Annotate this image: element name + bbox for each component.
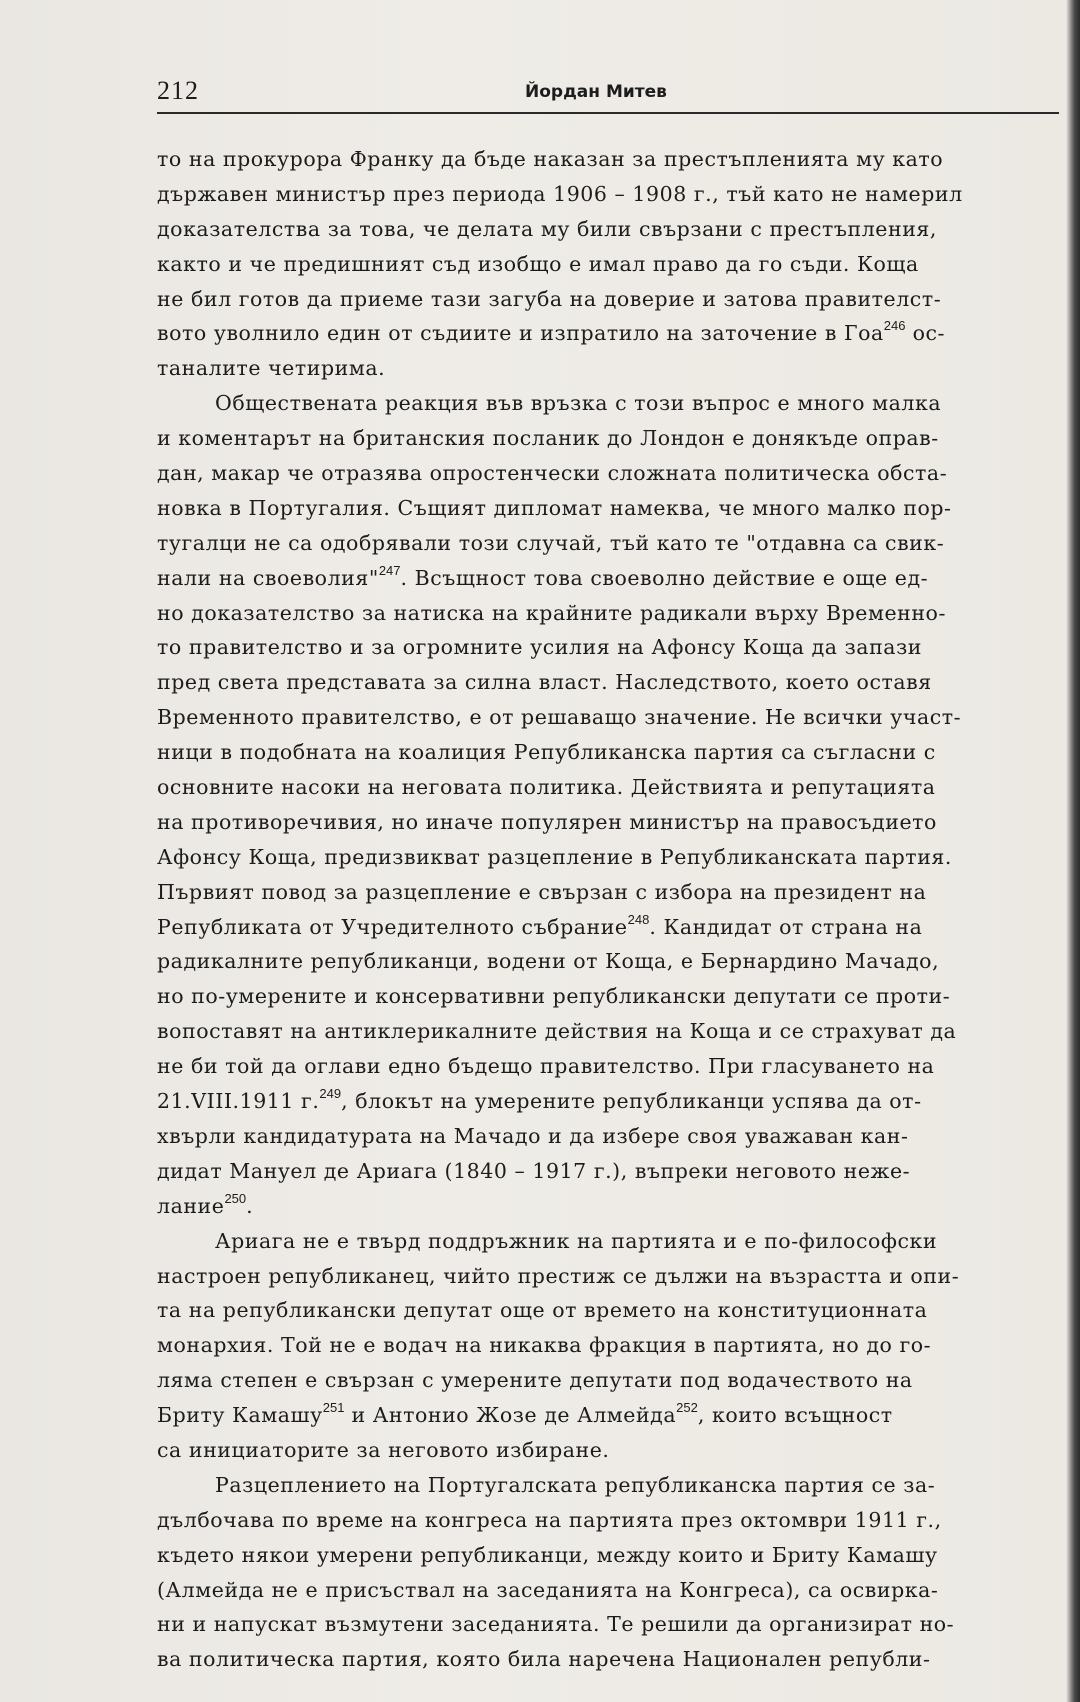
text-line: и коментарът на британския посланик до Лондон е донякъде оправ- xyxy=(157,426,939,451)
footnote-ref-250: 250 xyxy=(224,1190,247,1206)
text-line: дидат Мануел де Ариага (1840 – 1917 г.), въпреки неговото неже- xyxy=(157,1158,911,1183)
text-line: дан, макар че отразява опростенчески сложната политическа обста- xyxy=(157,461,948,486)
text-line: ва политическа партия, която била наречена Национален републи- xyxy=(157,1647,931,1672)
text-segment: лание xyxy=(157,1193,225,1218)
footnote-ref-251: 251 xyxy=(322,1400,345,1416)
footnote-ref-249: 249 xyxy=(319,1086,342,1102)
paragraph-start-line: Ариага не е твърд поддръжник на партията и е по-философски xyxy=(215,1228,938,1253)
text-line: Първият повод за разцепление е свързан с избора на президент на xyxy=(157,879,927,904)
footnote-ref-246: 246 xyxy=(883,318,906,334)
text-line: то правителство и за огромните усилия на Афонсу Коща да запази xyxy=(157,635,923,660)
text-line: (Алмейда не е присъствал на заседанията на Конгреса), са освирка- xyxy=(157,1577,939,1602)
text-line: та на републикански депутат още от времето на конституционната xyxy=(157,1298,928,1323)
text-line: не бил готов да приеме тази загуба на доверие и затова правителст- xyxy=(157,286,942,311)
text-line: Временното правителство, е от решаващо значение. Не всички участ- xyxy=(157,705,962,730)
text-line: таналите четирима. xyxy=(157,356,386,381)
body-text xyxy=(157,142,1059,1677)
text-segment: . Всъщност това своеволно действие е още ед- xyxy=(400,565,929,590)
text-line xyxy=(157,561,1059,596)
text-line: монархия. Той не е водач на никаква фракция в партията, но до го- xyxy=(157,1333,932,1358)
page-number: 212 xyxy=(157,76,199,105)
text-segment: . xyxy=(246,1193,254,1218)
text-line: но доказателство за натиска на крайните радикали върху Временно- xyxy=(157,600,946,625)
text-line: радикалните републиканци, водени от Коща, е Бернардино Мачадо, xyxy=(157,949,940,974)
text-segment: и Антонио Жозе де Алмейда xyxy=(344,1403,677,1428)
text-line: вопоставят на антиклерикалните действия на Коща и се страхуват да xyxy=(157,1019,957,1044)
text-line xyxy=(157,1084,1059,1119)
page-edge-shadow xyxy=(1066,0,1080,1702)
footnote-ref-247: 247 xyxy=(378,562,401,578)
text-line: настроен републиканец, чийто престиж се дължи на възрастта и опи- xyxy=(157,1263,960,1288)
footnote-ref-252: 252 xyxy=(676,1400,698,1416)
text-segment: , които всъщност xyxy=(697,1403,893,1428)
text-segment: нали на своеволия" xyxy=(157,565,379,590)
text-line: основните насоки на неговата политика. Действията и репутацията xyxy=(157,775,936,800)
text-line: тугалци не са одобрявали този случай, тъй като те "отдавна са свик- xyxy=(157,530,945,555)
text-line xyxy=(157,910,1059,945)
text-line: ни и напускат възмутени заседанията. Те решили да организират но- xyxy=(157,1612,955,1637)
text-line xyxy=(157,1189,1059,1224)
text-line: са инициаторите за неговото избиране. xyxy=(157,1437,610,1462)
text-line: доказателства за това, че делата му били свързани с престъпления, xyxy=(157,216,937,241)
text-segment: Републиката от Учредителното събрание xyxy=(157,914,628,939)
text-line: новка в Португалия. Същият дипломат намеква, че много малко пор- xyxy=(157,495,952,520)
text-line: Афонсу Коща, предизвикват разцепление в Републиканската партия. xyxy=(157,844,952,869)
running-head-author: Йордан Митев xyxy=(525,82,667,102)
text-line: пред света представата за силна власт. Наследството, което оставя xyxy=(157,670,932,695)
text-line: то на прокурора Франку да бъде наказан за престъпленията му като xyxy=(157,147,944,171)
text-line: държавен министър през периода 1906 – 1908 г., тъй като не намерил xyxy=(157,181,963,206)
header-rule xyxy=(157,112,1059,114)
text-line xyxy=(157,1398,1059,1433)
text-line: хвърли кандидатурата на Мачадо и да избере своя уважаван кан- xyxy=(157,1123,909,1148)
text-segment: 21.VIII.1911 г. xyxy=(157,1089,320,1114)
text-line: но по-умерените и консервативни републикански депутати се проти- xyxy=(157,984,951,1009)
text-segment: вото уволнило един от съдиите и изпратило на заточение в Гоа xyxy=(157,321,884,346)
text-segment: . Кандидат от страна на xyxy=(649,914,923,939)
text-line: където някои умерени републиканци, между които и Бриту Камашу xyxy=(157,1542,938,1567)
paragraph-start-line: Обществената реакция във връзка с този въпрос е много малка xyxy=(215,391,942,416)
text-line: както и че предишният съд изобщо е имал право да го съди. Коща xyxy=(157,251,919,276)
text-line: не би той да оглави едно бъдещо правителство. При гласуването на xyxy=(157,1054,935,1079)
text-line: ници в подобната на коалиция Републиканска партия са съгласни с xyxy=(157,740,936,765)
text-line: ляма степен е свързан с умерените депутати под водачеството на xyxy=(157,1368,913,1393)
text-segment: , блокът на умерените републиканци успява да от- xyxy=(341,1089,922,1114)
footnote-ref-248: 248 xyxy=(627,911,650,927)
text-segment: Бриту Камашу xyxy=(157,1403,323,1428)
text-line: на противоречивия, но иначе популярен министър на правосъдието xyxy=(157,809,937,834)
page-header xyxy=(157,76,1057,116)
text-line xyxy=(157,316,1059,351)
text-line: дълбочава по време на конгреса на партията през октомври 1911 г., xyxy=(157,1507,942,1532)
paragraph-start-line: Разцеплението на Португалската републиканска партия се за- xyxy=(215,1472,936,1497)
text-segment: ос- xyxy=(912,321,945,346)
